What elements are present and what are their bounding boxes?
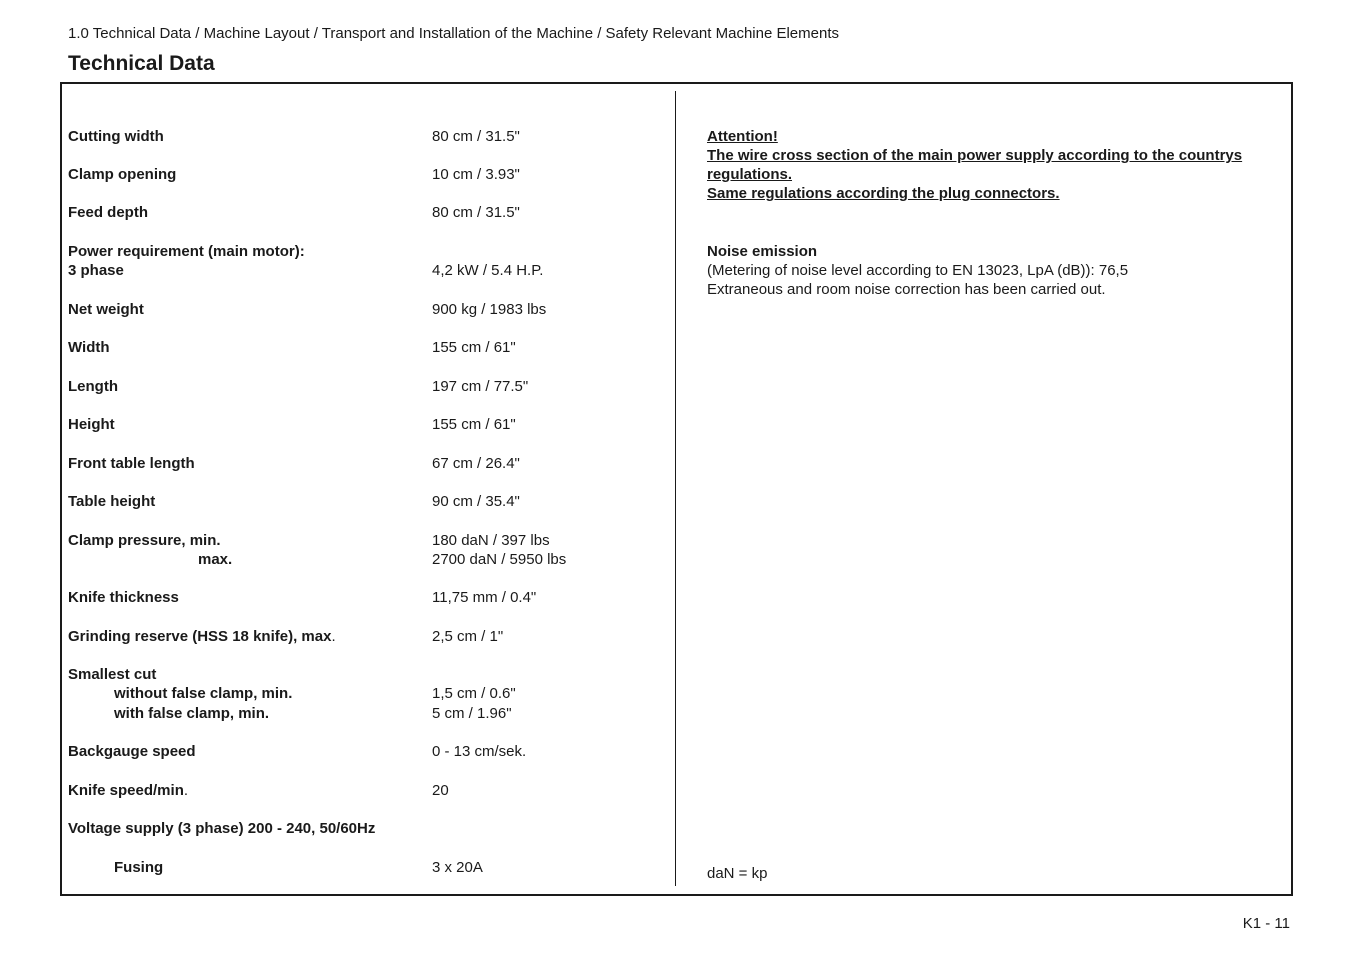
noise-emission <box>707 242 1128 299</box>
spec-label: Length <box>68 378 118 395</box>
spec-sublabel: without false clamp, min. <box>114 685 293 702</box>
spec-value: 900 kg / 1983 lbs <box>432 301 547 318</box>
spec-label: Front table length <box>68 455 195 472</box>
spec-label: Power requirement (main motor): <box>68 243 305 260</box>
attention-heading: Attention! <box>707 128 778 145</box>
spec-value: 90 cm / 35.4" <box>432 493 520 510</box>
page-number: K1 - 11 <box>1242 915 1290 932</box>
spec-label: Net weight <box>68 301 144 318</box>
spec-label: Fusing <box>114 859 164 876</box>
breadcrumb: 1.0 Technical Data / Machine Layout / Transport and Installation of the Machine / Safety Relevant Machine Elements <box>68 25 839 42</box>
spec-value: 10 cm / 3.93" <box>432 166 520 183</box>
attention-note <box>707 127 1242 203</box>
spec-value: 1,5 cm / 0.6" <box>432 685 516 702</box>
spec-label: Voltage supply (3 phase) 200 - 240, 50/60Hz <box>68 820 376 837</box>
spec-value: 80 cm / 31.5" <box>432 204 520 221</box>
attention-text: The wire cross section of the main power supply according to the countrys <box>707 147 1243 164</box>
spec-value: 67 cm / 26.4" <box>432 455 520 472</box>
unit-note: daN = kp <box>707 865 768 882</box>
column-divider <box>675 91 676 886</box>
spec-value: 155 cm / 61" <box>432 339 516 356</box>
noise-text: (Metering of noise level according to EN 13023, LpA (dB)): 76,5 <box>707 262 1129 279</box>
spec-sublabel: with false clamp, min. <box>114 705 270 722</box>
attention-text: regulations. <box>707 166 793 183</box>
spec-value: 5 cm / 1.96" <box>432 705 512 722</box>
spec-label: Table height <box>68 493 156 510</box>
noise-text: Extraneous and room noise correction has been carried out. <box>707 281 1106 298</box>
spec-sublabel: max. <box>198 551 233 568</box>
spec-value: 20 <box>432 782 449 799</box>
spec-value: 180 daN / 397 lbs <box>432 532 550 549</box>
spec-label: Knife thickness <box>68 589 179 606</box>
attention-text: Same regulations according the plug connectors. <box>707 185 1060 202</box>
spec-label: Clamp opening <box>68 166 177 183</box>
spec-label: Grinding reserve (HSS 18 knife), max. <box>68 628 336 645</box>
spec-value: 2,5 cm / 1" <box>432 628 504 645</box>
spec-sublabel: 3 phase <box>68 262 124 279</box>
spec-value: 197 cm / 77.5" <box>432 378 529 395</box>
spec-label: Backgauge speed <box>68 743 196 760</box>
spec-value: 80 cm / 31.5" <box>432 128 520 145</box>
content-frame <box>60 82 1293 896</box>
spec-value: 2700 daN / 5950 lbs <box>432 551 567 568</box>
spec-label: Feed depth <box>68 204 149 221</box>
spec-value: 3 x 20A <box>432 859 483 876</box>
spec-value: 155 cm / 61" <box>432 416 516 433</box>
spec-value: 4,2 kW / 5.4 H.P. <box>432 262 544 279</box>
noise-heading: Noise emission <box>707 243 818 260</box>
spec-label: Cutting width <box>68 128 164 145</box>
spec-value: 11,75 mm / 0.4" <box>432 589 537 606</box>
spec-label: Height <box>68 416 115 433</box>
spec-label: Smallest cut <box>68 666 157 683</box>
spec-label: Width <box>68 339 110 356</box>
spec-value: 0 - 13 cm/sek. <box>432 743 527 760</box>
page-title: Technical Data <box>68 52 215 75</box>
spec-label: Knife speed/min. <box>68 782 189 799</box>
spec-label: Clamp pressure, min. <box>68 532 221 549</box>
